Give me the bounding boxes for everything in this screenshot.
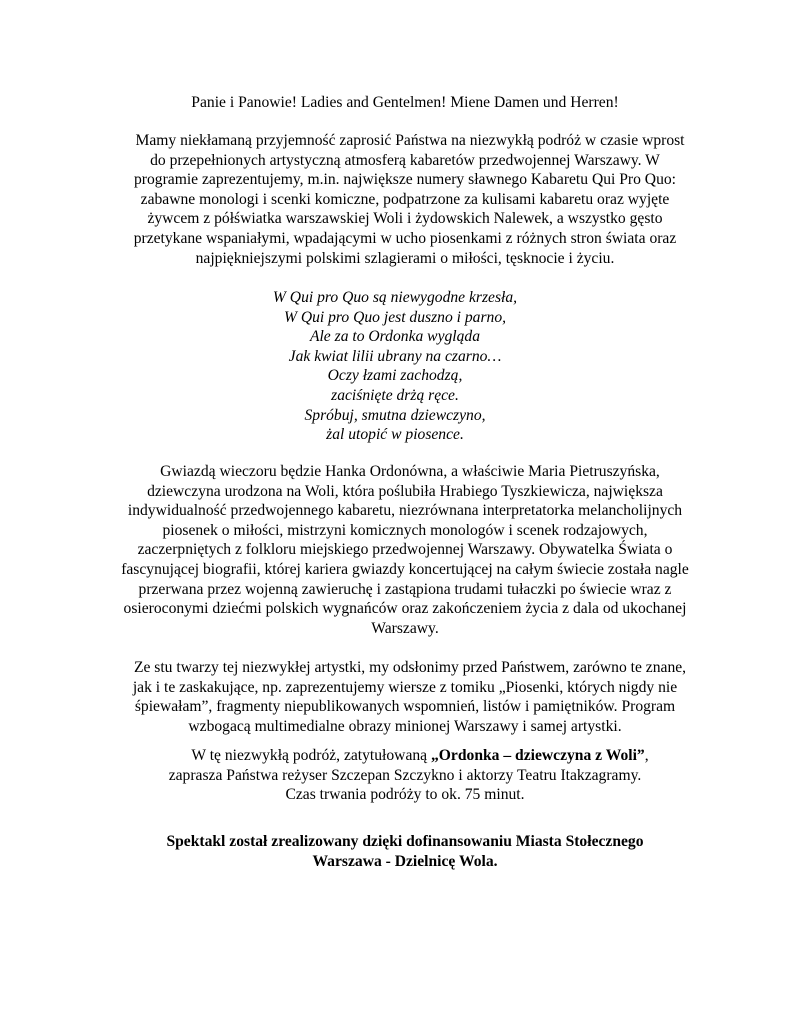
poem-line: Ale za to Ordonka wygląda	[309, 328, 481, 346]
star-line: dziewczyna urodzona na Woli, która poślubiła Hrabiego Tyszkiewicza, największa	[147, 482, 663, 500]
star-line: indywidualność przedwojennego kabaretu, niezrównana interpretatorka melancholijnych	[127, 502, 683, 520]
invite-line: zaprasza Państwa reżyser Szczepan Szczykno i aktorzy Teatru Itakzagramy.	[168, 766, 642, 784]
faces-line: wzbogacą multimedialne obrazy minionej Warszawy i samej artystki.	[188, 717, 622, 735]
greeting-line: Panie i Panowie! Ladies and Gentelmen! Miene Damen und Herren!	[191, 94, 619, 111]
faces-paragraph	[100, 658, 710, 736]
star-line: osieroconymi dziećmi polskich wygnańców oraz zakończeniem życia z dala od ukochanej	[123, 600, 687, 618]
invite-prefix: W tę niezwykłą podróż, zatytułowaną	[191, 747, 431, 764]
invite-paragraph	[100, 746, 710, 805]
star-line: Warszawy.	[371, 619, 439, 637]
invite-line	[100, 746, 710, 766]
poem-line: Spróbuj, smutna dziewczyno,	[304, 406, 486, 424]
greeting	[100, 93, 710, 113]
sponsor-line: Warszawa - Dzielnicę Wola.	[312, 852, 498, 870]
poem-line: Oczy łzami zachodzą,	[327, 367, 463, 385]
poem-line: zaciśnięte drżą ręce.	[331, 386, 459, 404]
sponsor-note	[100, 832, 710, 871]
star-line: zaczerpniętych z folkloru miejskiego przedwojennej Warszawy. Obywatelka Świata o	[137, 541, 673, 559]
duration-line: Czas trwania podróży to ok. 75 minut.	[285, 786, 525, 804]
faces-line: jak i te zaskakujące, np. zaprezentujemy wiersze z tomiku „Piosenki, których nigdy nie	[132, 678, 678, 696]
star-paragraph	[100, 462, 710, 638]
invite-suffix: ,	[644, 747, 649, 764]
faces-line: Ze stu twarzy tej niezwykłej artystki, my odsłonimy przed Państwem, zarówno te znane,	[133, 659, 687, 676]
intro-line: zabawne monologi i scenki komiczne, podpatrzone za kulisami kabaretu oraz wyjęte	[140, 190, 670, 208]
intro-line: żywcem z półświatka warszawskiej Woli i żydowskich Nalewek, a wszystko gęsto	[147, 210, 663, 228]
sponsor-line: Spektakl został zrealizowany dzięki dofinansowaniu Miasta Stołecznego	[166, 833, 644, 850]
show-title: „Ordonka – dziewczyna z Woli”	[431, 747, 645, 764]
poem-line: Jak kwiat lilii ubrany na czarno…	[288, 347, 502, 365]
poem-stanza	[180, 288, 610, 445]
poem-line: W Qui pro Quo jest duszno i parno,	[283, 308, 507, 326]
star-line: przerwana przez wojenną zawieruchę i zastąpiona trudami tułaczki po świecie wraz z	[138, 580, 672, 598]
star-line: fascynującej biografii, której kariera gwiazdy koncertującej na całym świecie została nagle	[121, 560, 689, 578]
intro-line: programie zaprezentujemy, m.in. największe numery sławnego Kabaretu Qui Pro Quo:	[134, 171, 676, 189]
poem-line: żal utopić w piosence.	[326, 426, 464, 444]
intro-paragraph	[100, 131, 710, 268]
intro-line: najpiękniejszymi polskimi szlagierami o miłości, tęsknocie i życiu.	[195, 249, 615, 267]
intro-line: Mamy niekłamaną przyjemność zaprosić Państwa na niezwykłą podróż w czasie wprost	[135, 132, 685, 149]
star-line: piosenek o miłości, mistrzyni komicznych monologów i scenek rodzajowych,	[162, 521, 648, 539]
star-line: Gwiazdą wieczoru będzie Hanka Ordonówna, a właściwie Maria Pietruszyńska,	[160, 463, 660, 480]
faces-line: śpiewałam”, fragmenty niepublikowanych wspomnień, listów i pamiętników. Program	[134, 698, 676, 716]
intro-line: do przepełnionych artystyczną atmosferą kabaretów przedwojennej Warszawy. W	[150, 151, 660, 169]
intro-line: przetykane wspaniałymi, wpadającymi w ucho piosenkami z różnych stron świata oraz	[133, 229, 677, 247]
poem-line: W Qui pro Quo są niewygodne krzesła,	[272, 289, 518, 306]
